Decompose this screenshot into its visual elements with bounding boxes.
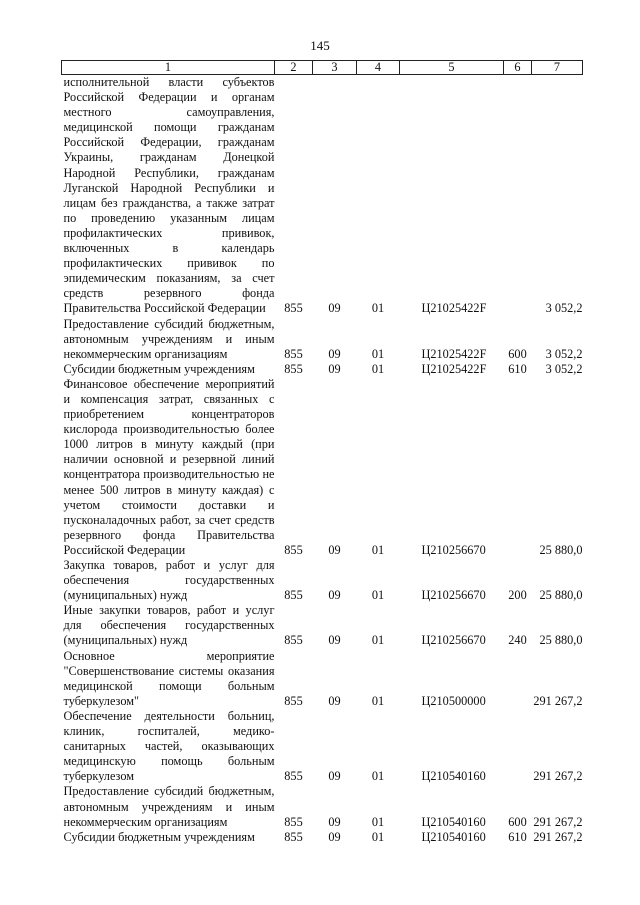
row-subsection: 01 bbox=[371, 829, 385, 844]
row-target-article: Ц210540160 bbox=[421, 769, 486, 784]
row-section: 09 bbox=[328, 693, 341, 708]
row-amount: 25 880,0 bbox=[539, 588, 583, 603]
row-subsection: 01 bbox=[371, 633, 385, 648]
row-section: 09 bbox=[328, 301, 341, 316]
row-section: 09 bbox=[328, 829, 341, 844]
row-name: Финансовое обеспечение мероприятий и компенсация затрат, связанных с приобретением концентраторов кислорода производительностью более 1000 литров в минуту каждый (при наличии основной и резервной линий концентратора производительностью не менее 500 литров в минуту каждая) с учетом стоимости доставки и пусконаладочных работ, за счет средств резервного фонда Правительства Российской Федерации bbox=[63, 376, 275, 557]
row-target-article: Ц210256670 bbox=[421, 633, 486, 648]
row-name: Предоставление субсидий бюджетным, автономным учреждениям и иным некоммерческим организациям bbox=[63, 316, 275, 361]
budget-table bbox=[61, 60, 583, 845]
row-section: 09 bbox=[328, 346, 341, 361]
row-target-article: Ц210500000 bbox=[421, 693, 486, 708]
row-grbs: 855 bbox=[284, 361, 303, 376]
row-amount: 291 267,2 bbox=[533, 693, 583, 708]
row-expense-type: 240 bbox=[508, 633, 527, 648]
row-expense-type: 600 bbox=[508, 814, 527, 829]
row-amount: 3 052,2 bbox=[545, 346, 583, 361]
row-amount: 25 880,0 bbox=[539, 633, 583, 648]
row-section: 09 bbox=[328, 814, 341, 829]
row-amount: 291 267,2 bbox=[533, 829, 583, 844]
row-name: исполнительной власти субъектов Российской Федерации и органам местного самоуправления, медицинской помощи гражданам Российской Федерации, гражданам Украины, гражданам Донецкой Народной Республики, гражданам Луганской Народной Республики и лицам без гражданства, а также затрат по проведению указанным лицам профилактических прививок, включенных в календарь профилактических прививок по эпидемическим показаниям, за счет средств резервного фонда Правительства Российской Федерации bbox=[63, 75, 275, 316]
row-amount: 291 267,2 bbox=[533, 814, 583, 829]
row-name: Иные закупки товаров, работ и услуг для обеспечения государственных (муниципальных) нужд bbox=[63, 603, 275, 648]
row-subsection: 01 bbox=[371, 346, 385, 361]
row-expense-type: 600 bbox=[508, 346, 527, 361]
row-name: Закупка товаров, работ и услуг для обеспечения государственных (муниципальных) нужд bbox=[63, 558, 275, 603]
row-grbs: 855 bbox=[284, 588, 303, 603]
table-header bbox=[62, 61, 583, 75]
row-section: 09 bbox=[328, 769, 341, 784]
row-name: Субсидии бюджетным учреждениям bbox=[63, 829, 255, 844]
column-header-4: 4 bbox=[357, 61, 400, 75]
row-subsection: 01 bbox=[371, 301, 385, 316]
row-grbs: 855 bbox=[284, 346, 303, 361]
column-header-3: 3 bbox=[313, 61, 357, 75]
row-subsection: 01 bbox=[371, 361, 385, 376]
page-number: 145 bbox=[310, 38, 330, 53]
row-target-article: Ц21025422F bbox=[421, 361, 487, 376]
row-grbs: 855 bbox=[284, 633, 303, 648]
row-section: 09 bbox=[328, 633, 341, 648]
table-row bbox=[62, 784, 583, 829]
table-row bbox=[62, 362, 583, 377]
row-amount: 291 267,2 bbox=[533, 769, 583, 784]
column-header-6: 6 bbox=[504, 61, 532, 75]
table-row bbox=[62, 649, 583, 709]
row-target-article: Ц210540160 bbox=[421, 814, 486, 829]
row-name: Основное мероприятие "Совершенствование системы оказания медицинской помощи больным туберкулезом" bbox=[63, 648, 275, 708]
row-expense-type: 610 bbox=[508, 829, 527, 844]
row-subsection: 01 bbox=[371, 769, 385, 784]
column-header-1: 1 bbox=[62, 61, 275, 75]
row-target-article: Ц21025422F bbox=[421, 301, 487, 316]
row-subsection: 01 bbox=[371, 588, 385, 603]
table-row bbox=[62, 317, 583, 362]
row-grbs: 855 bbox=[284, 693, 303, 708]
row-grbs: 855 bbox=[284, 829, 303, 844]
row-section: 09 bbox=[328, 542, 341, 557]
row-subsection: 01 bbox=[371, 542, 385, 557]
row-target-article: Ц210256670 bbox=[421, 542, 486, 557]
row-subsection: 01 bbox=[371, 814, 385, 829]
row-section: 09 bbox=[328, 361, 341, 376]
row-name: Предоставление субсидий бюджетным, автономным учреждениям и иным некоммерческим организациям bbox=[63, 784, 275, 829]
row-grbs: 855 bbox=[284, 542, 303, 557]
table-row bbox=[62, 709, 583, 784]
row-section: 09 bbox=[328, 588, 341, 603]
row-amount: 3 052,2 bbox=[545, 361, 583, 376]
table-row bbox=[62, 830, 583, 845]
column-header-5: 5 bbox=[400, 61, 504, 75]
row-name: Субсидии бюджетным учреждениям bbox=[63, 361, 255, 376]
row-target-article: Ц21025422F bbox=[421, 346, 487, 361]
row-target-article: Ц210256670 bbox=[421, 588, 486, 603]
table-row bbox=[62, 603, 583, 648]
row-subsection: 01 bbox=[371, 693, 385, 708]
row-target-article: Ц210540160 bbox=[421, 829, 486, 844]
column-header-7: 7 bbox=[532, 61, 583, 75]
header-row bbox=[62, 61, 583, 75]
table-body bbox=[62, 75, 583, 845]
row-expense-type: 610 bbox=[508, 361, 527, 376]
row-expense-type bbox=[504, 377, 532, 558]
row-expense-type bbox=[504, 649, 532, 709]
table-row bbox=[62, 558, 583, 603]
table-row bbox=[62, 75, 583, 317]
row-name: Обеспечение деятельности больниц, клиник, госпиталей, медико-санитарных частей, оказывающих медицинскую помощь больным туберкулезом bbox=[63, 708, 275, 784]
column-header-2: 2 bbox=[275, 61, 313, 75]
row-expense-type: 200 bbox=[508, 588, 527, 603]
row-amount: 25 880,0 bbox=[539, 542, 583, 557]
table-row bbox=[62, 377, 583, 558]
row-expense-type bbox=[504, 709, 532, 784]
row-expense-type bbox=[504, 75, 532, 317]
row-grbs: 855 bbox=[284, 301, 303, 316]
row-grbs: 855 bbox=[284, 814, 303, 829]
row-grbs: 855 bbox=[284, 769, 303, 784]
row-amount: 3 052,2 bbox=[545, 301, 583, 316]
